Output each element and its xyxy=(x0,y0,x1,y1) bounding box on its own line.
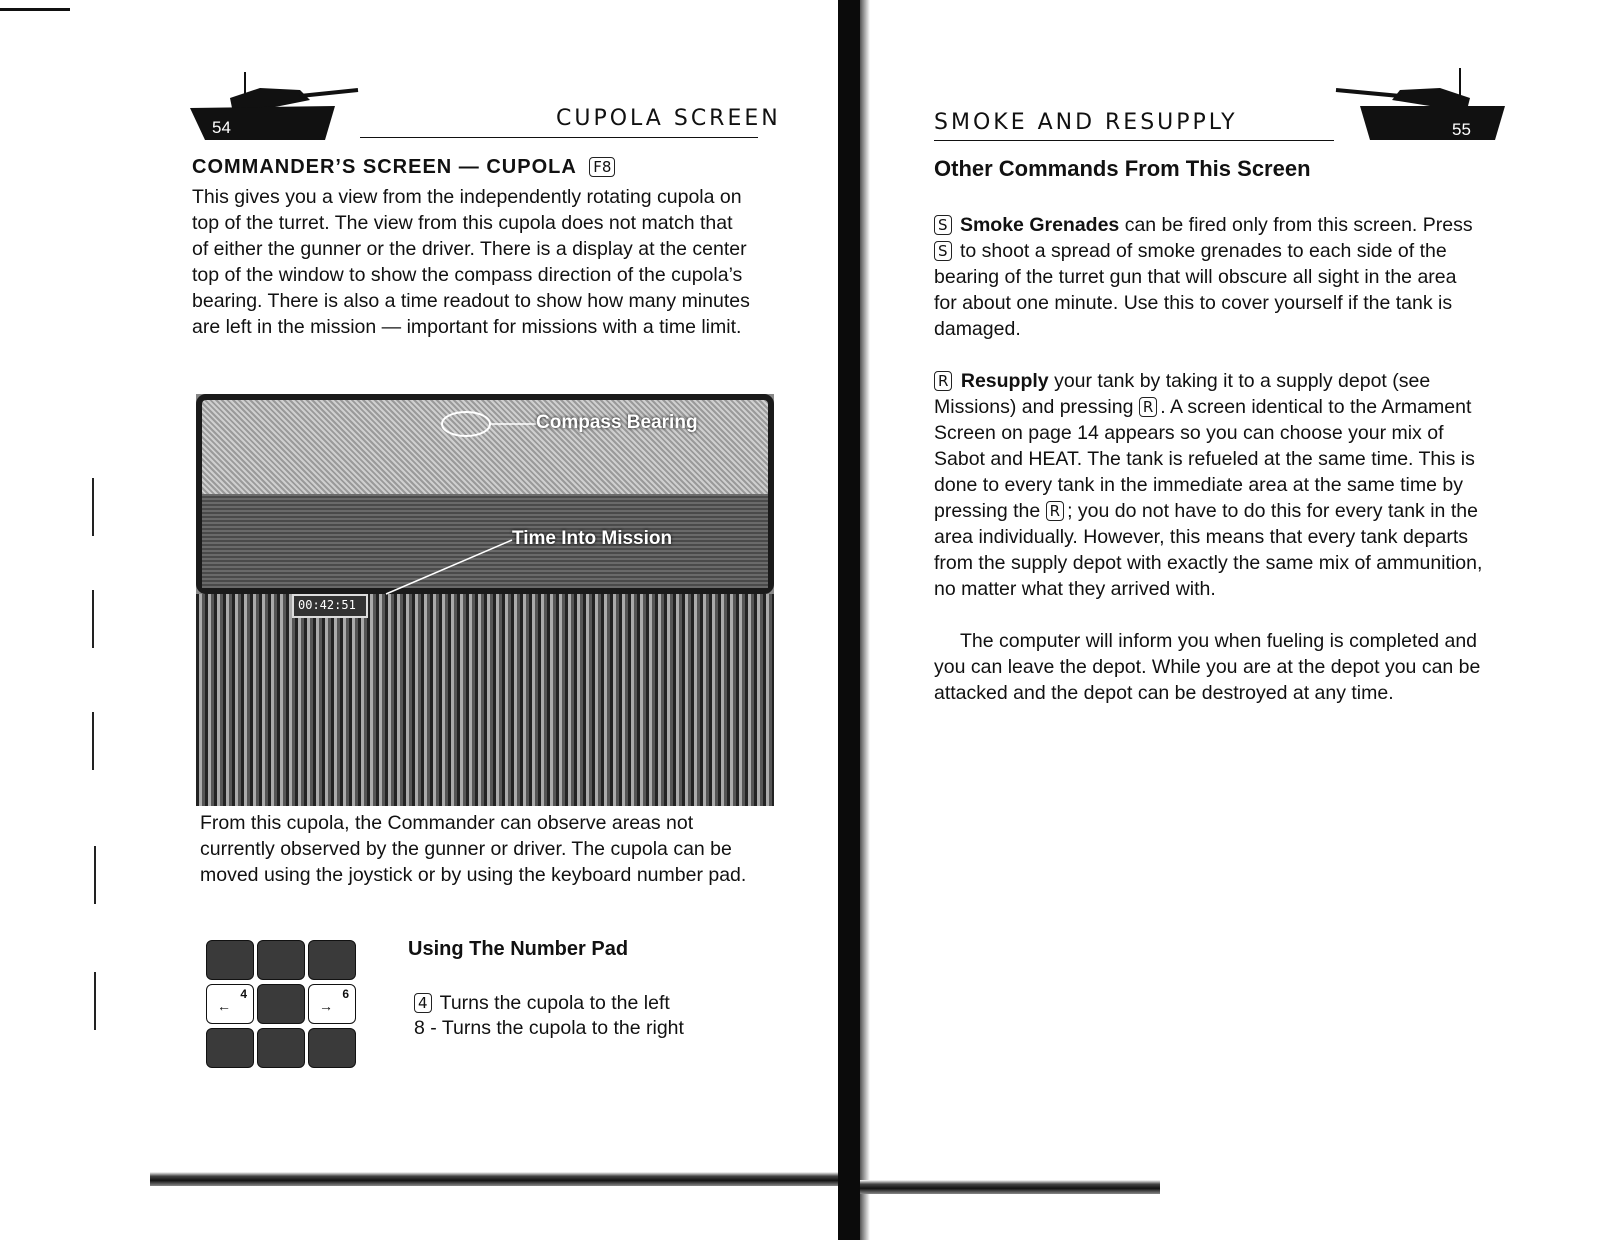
page-number-left: 54 xyxy=(212,118,231,137)
numpad-key-6-label: 6 xyxy=(342,987,349,1001)
page-number-right: 55 xyxy=(1452,120,1471,139)
smoke-text-a: can be fired only from this screen. Press xyxy=(1124,214,1473,236)
resupply-text-a: your tank by taking it to a supply depot (see Missions) and pressing xyxy=(934,370,1431,418)
section-title-right: Other Commands From This Screen xyxy=(934,156,1311,181)
r-key-icon-inline: R xyxy=(1139,397,1157,417)
spine-shadow xyxy=(860,0,870,1240)
page-header-right: SMOKE AND RESUPPLY xyxy=(934,110,1238,135)
section-title: COMMANDER’S SCREEN — CUPOLA xyxy=(192,156,577,178)
margin-mark xyxy=(94,846,96,904)
numpad-key-2 xyxy=(257,1028,305,1068)
smoke-paragraph xyxy=(934,212,1474,342)
f8-key-icon: F8 xyxy=(589,157,615,177)
margin-mark xyxy=(94,972,96,1030)
page-header-left: CUPOLA SCREEN xyxy=(556,106,781,131)
bottom-shadow-right xyxy=(860,1180,1160,1194)
section-heading xyxy=(192,156,762,179)
resupply-text-c: ; you do not have to do this for every tank in the area individually. However, this means that every tank departs from the supply depot with exactly the same mix of ammunition, no matter what they arrived with. xyxy=(934,500,1483,600)
number-pad-line-1-text: Turns the cupola to the left xyxy=(439,992,670,1014)
s-key-icon-inline: S xyxy=(934,241,952,261)
time-into-mission-label: Time Into Mission xyxy=(512,528,673,549)
bottom-shadow-left xyxy=(150,1172,838,1186)
arrow-left-icon: ← xyxy=(217,998,231,1014)
margin-mark xyxy=(92,712,94,770)
number-pad-line-2 xyxy=(414,1015,684,1041)
r-key-icon: R xyxy=(934,371,952,391)
margin-mark xyxy=(92,590,94,648)
numpad-key-4-label: 4 xyxy=(240,987,247,1001)
margin-mark xyxy=(92,478,94,536)
smoke-title: Smoke Grenades xyxy=(959,214,1120,236)
numpad-key-3 xyxy=(308,1028,356,1068)
figure-callouts xyxy=(196,394,774,806)
tank-icon xyxy=(1330,66,1510,156)
closing-paragraph: The computer will inform you when fueling is completed and you can leave the depot. While you are at the depot you can be attacked and the depot can be destroyed at any time. xyxy=(934,630,1481,704)
compass-bearing-label: Compass Bearing xyxy=(536,412,698,433)
numpad-key-8 xyxy=(257,940,305,980)
book-spine xyxy=(838,0,860,1240)
tank-icon-left xyxy=(190,68,370,163)
header-rule-left xyxy=(360,137,758,138)
key-4-icon: 4 xyxy=(414,993,432,1013)
number-pad-line-2-prefix: 8 - xyxy=(414,1017,437,1039)
resupply-paragraph xyxy=(934,368,1484,602)
smoke-text-b: to shoot a spread of smoke grenades to each side of the bearing of the turret gun that will obscure all sight in the area for about one minute. Use this to cover yourself if the tank is damaged. xyxy=(934,240,1457,340)
time-readout-value: 00:42:51 xyxy=(298,598,356,612)
top-left-rule xyxy=(0,8,70,11)
arrow-right-icon: → xyxy=(319,998,333,1014)
numpad-key-6 xyxy=(308,984,356,1024)
numpad-key-1 xyxy=(206,1028,254,1068)
number-pad-line-1 xyxy=(414,990,670,1016)
s-key-icon: S xyxy=(934,215,952,235)
numpad-key-5 xyxy=(257,984,305,1024)
number-pad xyxy=(206,940,356,1070)
r-key-icon-inline-2: R xyxy=(1046,501,1064,521)
header-rule-right xyxy=(934,140,1334,141)
numpad-key-4 xyxy=(206,984,254,1024)
cupola-screenshot xyxy=(196,394,774,806)
tank-icon xyxy=(190,68,370,158)
numpad-key-7 xyxy=(206,940,254,980)
number-pad-line-2-text: Turns the cupola to the right xyxy=(441,1017,684,1039)
cupola-paragraph: From this cupola, the Commander can observe areas not currently observed by the gunner or driver. The cupola can be moved using the joystick or by using the keyboard number pad. xyxy=(200,812,747,886)
intro-paragraph: This gives you a view from the independently rotating cupola on top of the turret. The view from this cupola does not match that of either the gunner or the driver. There is a display at the center top of the window to show the compass direction of the cupola’s bearing. There is also a time readout to show how many minutes are left in the mission — important for missions with a time limit. xyxy=(192,186,750,338)
numpad-key-9 xyxy=(308,940,356,980)
number-pad-title: Using The Number Pad xyxy=(408,938,629,960)
resupply-text-b: . A screen identical to the Armament Screen on page 14 appears so you can choose your mix of Sabot and HEAT. The tank is refueled at the same time. This is done to every tank in the immediate area at the same time by pressing the xyxy=(934,396,1475,522)
resupply-title: Resupply xyxy=(960,370,1049,392)
tank-icon-right xyxy=(1330,66,1510,161)
